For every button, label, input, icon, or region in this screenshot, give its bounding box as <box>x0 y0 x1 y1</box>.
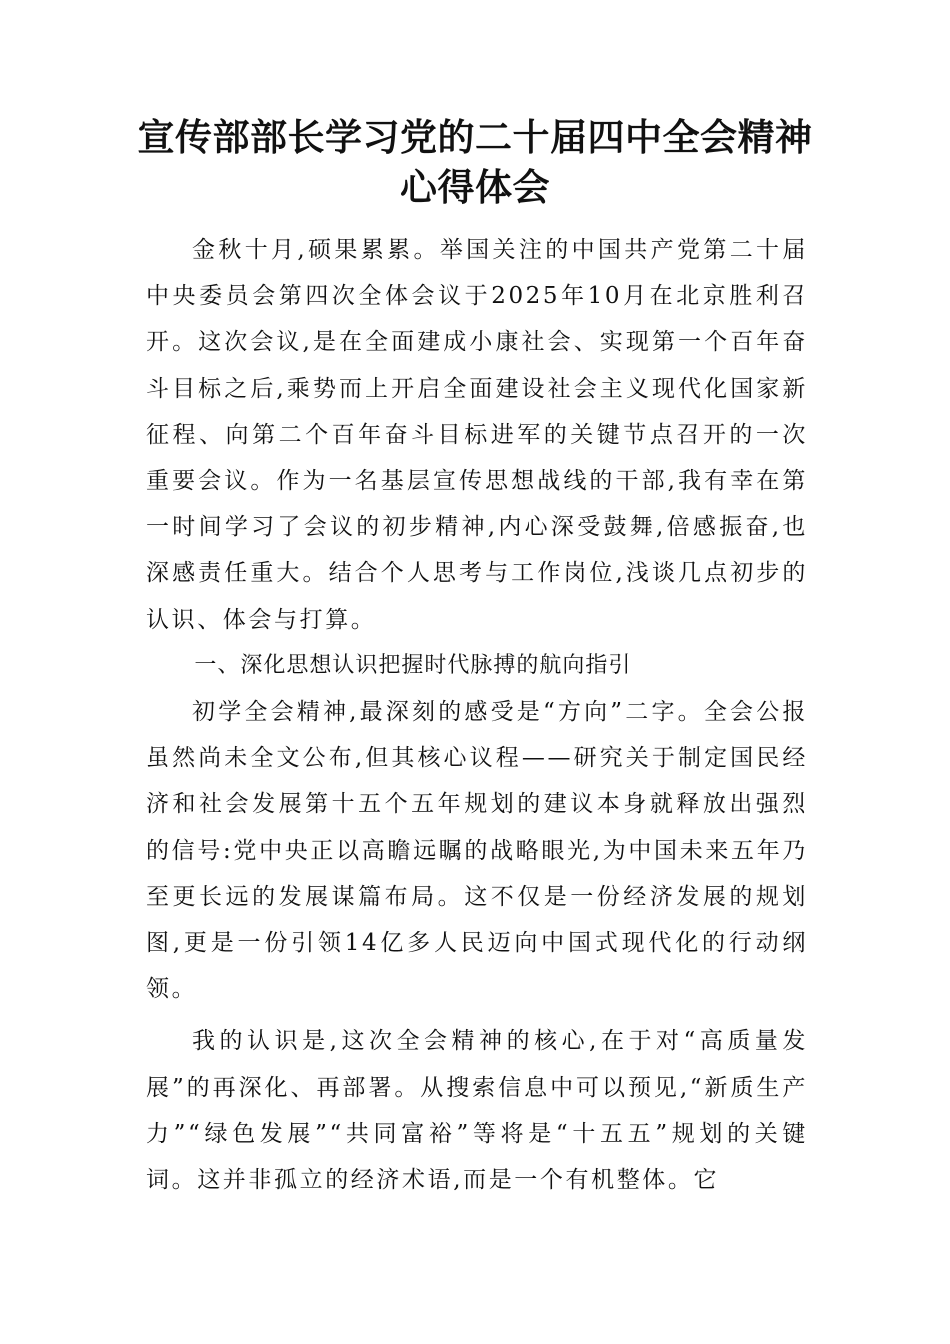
section-heading: 一、深化思想认识把握时代脉搏的航向指引 <box>194 652 632 678</box>
paragraph-intro: 金秋十月,硕果累累。举国关注的中国共产党第二十届中央委员会第四次全体会议于2025年10月在北京胜利召开。这次会议,是在全面建成小康社会、实现第一个百年奋斗目标之后,乘势而上开启全面建设社会主义现代化国家新征程、向第二个百年奋斗目标进军的关键节点召开的一次重要会议。作为一名基层宣传思想战线的干部,我有幸在第一时间学习了会议的初步精神,内心深受鼓舞,倍感振奋,也深感责任重大。结合个人思考与工作岗位,浅谈几点初步的认识、体会与打算。 <box>146 237 808 633</box>
document-title <box>120 112 830 212</box>
paragraph-direction: 初学全会精神,最深刻的感受是“方向”二字。全会公报虽然尚未全文公布,但其核心议程——研究关于制定国民经济和社会发展第十五个五年规划的建议本身就释放出强烈的信号:党中央正以高瞻远瞩的战略眼光,为中国未来五年乃至更长远的发展谋篇布局。这不仅是一份经济发展的规划图,更是一份引领14亿多人民迈向中国式现代化的行动纲领。 <box>146 699 808 1003</box>
title-line-2: 心得体会 <box>400 165 550 209</box>
title-line-1: 宣传部部长学习党的二十届四中全会精神 <box>137 115 813 159</box>
document-body <box>146 227 808 1203</box>
paragraph-understanding: 我的认识是,这次全会精神的核心,在于对“高质量发展”的再深化、再部署。从搜索信息中可以预见,“新质生产力”“绿色发展”“共同富裕”等将是“十五五”规划的关键词。这并非孤立的经济术语,而是一个有机整体。它 <box>146 1028 808 1194</box>
